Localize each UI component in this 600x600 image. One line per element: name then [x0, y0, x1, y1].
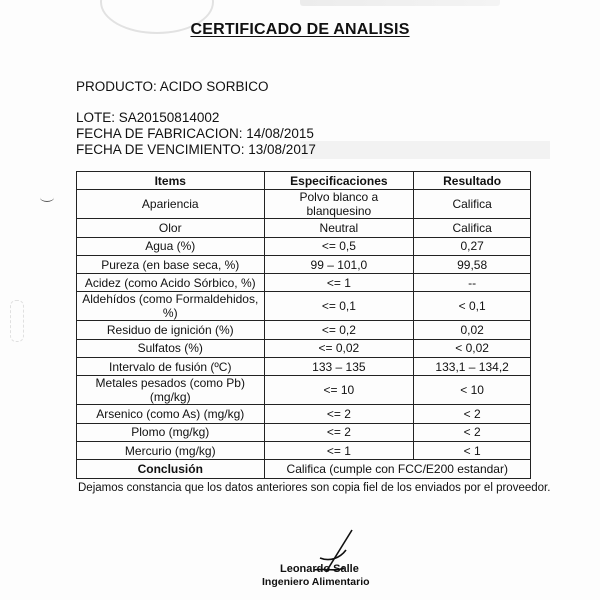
item-cell: Metales pesados (como Pb) (mg/kg) [77, 376, 265, 405]
conclusion-row [77, 460, 531, 478]
item-cell: Sulfatos (%) [77, 339, 265, 357]
result-cell: < 2 [414, 405, 531, 423]
result-cell: -- [414, 274, 531, 292]
item-cell: Acidez (como Acido Sórbico, %) [77, 274, 265, 292]
spec-cell: <= 10 [264, 376, 414, 405]
item-cell: Residuo de ignición (%) [77, 321, 265, 339]
result-cell: 0,27 [414, 237, 531, 255]
table-row [77, 274, 531, 292]
table-row [77, 405, 531, 423]
table-row [77, 292, 531, 321]
spec-cell: 99 – 101,0 [264, 255, 414, 273]
manufacture-date-line: FECHA DE FABRICACION: 14/08/2015 [76, 126, 314, 141]
result-cell: < 0,1 [414, 292, 531, 321]
table-row [77, 441, 531, 459]
document-title-text: CERTIFICADO DE ANALISIS [190, 21, 410, 38]
table-row [77, 358, 531, 376]
item-cell: Agua (%) [77, 237, 265, 255]
column-header-items: Items [77, 172, 265, 190]
lot-line: LOTE: SA20150814002 [76, 110, 220, 125]
item-cell: Arsenico (como As) (mg/kg) [77, 405, 265, 423]
table-row [77, 339, 531, 357]
result-cell: < 10 [414, 376, 531, 405]
result-cell: < 1 [414, 441, 531, 459]
result-cell: Califica [414, 219, 531, 237]
conclusion-label: Conclusión [77, 460, 265, 478]
binder-hole-marks [10, 300, 24, 342]
spec-cell: Polvo blanco a blanquesino [264, 190, 414, 219]
spec-cell: <= 1 [264, 274, 414, 292]
column-header-especificaciones: Especificaciones [264, 172, 414, 190]
faded-letterhead-text [300, 0, 500, 6]
margin-pen-mark [40, 193, 54, 202]
product-line: PRODUCTO: ACIDO SORBICO [76, 79, 269, 94]
column-header-resultado: Resultado [414, 172, 531, 190]
expiry-date-line: FECHA DE VENCIMIENTO: 13/08/2017 [76, 142, 316, 157]
result-cell: 99,58 [414, 255, 531, 273]
result-cell: 0,02 [414, 321, 531, 339]
analysis-table [76, 171, 531, 479]
result-cell: < 0,02 [414, 339, 531, 357]
provider-statement: Dejamos constancia que los datos anteriores son copia fiel de los enviados por el proveedor. [78, 482, 551, 494]
signer-name: Leonardo Salle [280, 563, 359, 575]
item-cell: Aldehídos (como Formaldehidos, %) [77, 292, 265, 321]
spec-cell: Neutral [264, 219, 414, 237]
spec-cell: <= 2 [264, 405, 414, 423]
item-cell: Plomo (mg/kg) [77, 423, 265, 441]
result-cell: < 2 [414, 423, 531, 441]
spec-cell: <= 0,2 [264, 321, 414, 339]
table-header-row [77, 172, 531, 190]
item-cell: Olor [77, 219, 265, 237]
document-title [0, 21, 600, 39]
spec-cell: <= 2 [264, 423, 414, 441]
spec-cell: <= 0,02 [264, 339, 414, 357]
spec-cell: 133 – 135 [264, 358, 414, 376]
result-cell: 133,1 – 134,2 [414, 358, 531, 376]
table-row [77, 219, 531, 237]
scan-bleed-through [300, 141, 550, 159]
spec-cell: <= 1 [264, 441, 414, 459]
table-row [77, 376, 531, 405]
spec-cell: <= 0,5 [264, 237, 414, 255]
result-cell: Califica [414, 190, 531, 219]
item-cell: Mercurio (mg/kg) [77, 441, 265, 459]
item-cell: Intervalo de fusión (ºC) [77, 358, 265, 376]
item-cell: Apariencia [77, 190, 265, 219]
conclusion-value: Califica (cumple con FCC/E200 estandar) [264, 460, 531, 478]
signer-title: Ingeniero Alimentario [262, 576, 370, 588]
table-row [77, 237, 531, 255]
spec-cell: <= 0,1 [264, 292, 414, 321]
table-row [77, 255, 531, 273]
item-cell: Pureza (en base seca, %) [77, 255, 265, 273]
table-row [77, 321, 531, 339]
table-row [77, 423, 531, 441]
table-row [77, 190, 531, 219]
